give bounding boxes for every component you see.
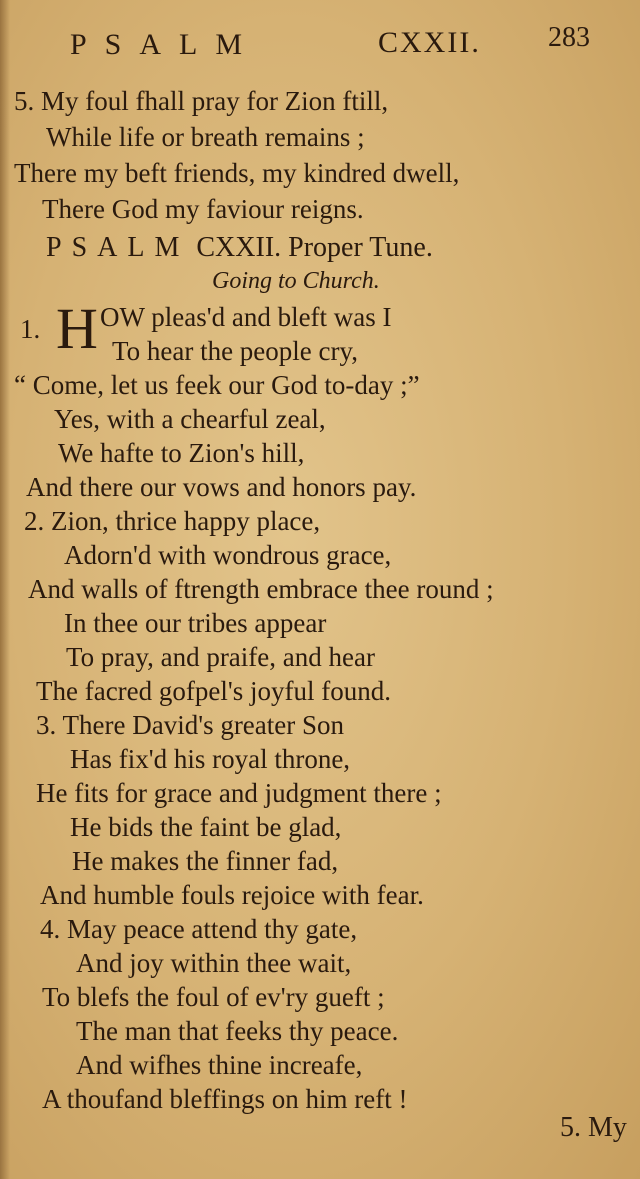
verse-line: And wifhes thine increafe, xyxy=(76,1050,363,1080)
verse-line: He fits for grace and judgment there ; xyxy=(36,778,442,808)
verse-line: In thee our tribes appear xyxy=(64,608,327,638)
verse-line: OW pleas'd and bleft was I xyxy=(100,302,392,332)
running-title: PSALM xyxy=(70,28,261,61)
previous-stanza-line: There my beft friends, my kindred dwell, xyxy=(14,158,460,188)
verse-line: And humble fouls rejoice with fear. xyxy=(40,880,424,910)
page-number: 283 xyxy=(548,22,590,53)
previous-stanza-line: 5. My foul fhall pray for Zion ftill, xyxy=(14,86,389,116)
verse-line: To hear the people cry, xyxy=(112,336,358,366)
catchword: 5. My xyxy=(560,1112,627,1143)
verse-line: 2. Zion, thrice happy place, xyxy=(24,506,321,536)
psalm-title-word: PSALM xyxy=(46,232,190,263)
psalm-title xyxy=(46,232,433,264)
header-psalm-number: CXXII. xyxy=(378,26,481,59)
verse-line: 4. May peace attend thy gate, xyxy=(40,914,358,944)
verse-line: He bids the faint be glad, xyxy=(70,812,342,842)
verse-line: And joy within thee wait, xyxy=(76,948,352,978)
verse-line: We hafte to Zion's hill, xyxy=(58,438,305,468)
verse-line: “ Come, let us feek our God to-day ;” xyxy=(14,370,420,400)
verse-line: A thoufand bleffings on him reft ! xyxy=(42,1084,408,1114)
verse-line: Has fix'd his royal throne, xyxy=(70,744,351,774)
verse-line: Adorn'd with wondrous grace, xyxy=(64,540,392,570)
psalm-subtitle: Going to Church. xyxy=(212,268,380,294)
verse-line: The facred gofpel's joyful found. xyxy=(36,676,391,706)
verse-line: To pray, and praife, and hear xyxy=(66,642,375,672)
verse-line: 3. There David's greater Son xyxy=(36,710,345,740)
verse-line: And there our vows and honors pay. xyxy=(26,472,417,502)
verse-line: He makes the finner fad, xyxy=(72,846,339,876)
previous-stanza-line: There God my faviour reigns. xyxy=(42,194,364,224)
verse-line: To blefs the foul of ev'ry gueft ; xyxy=(42,982,385,1012)
verse-line: Yes, with a chearful zeal, xyxy=(54,404,326,434)
verse-line: And walls of ftrength embrace thee round ; xyxy=(28,574,494,604)
page-edge-shadow xyxy=(0,0,10,1179)
previous-stanza-line: While life or breath remains ; xyxy=(46,122,365,152)
drop-cap: H xyxy=(56,296,98,361)
verse-line: The man that feeks thy peace. xyxy=(76,1016,399,1046)
verse-number: 1. xyxy=(20,314,41,344)
psalm-title-rest: CXXII. Proper Tune. xyxy=(196,232,433,263)
